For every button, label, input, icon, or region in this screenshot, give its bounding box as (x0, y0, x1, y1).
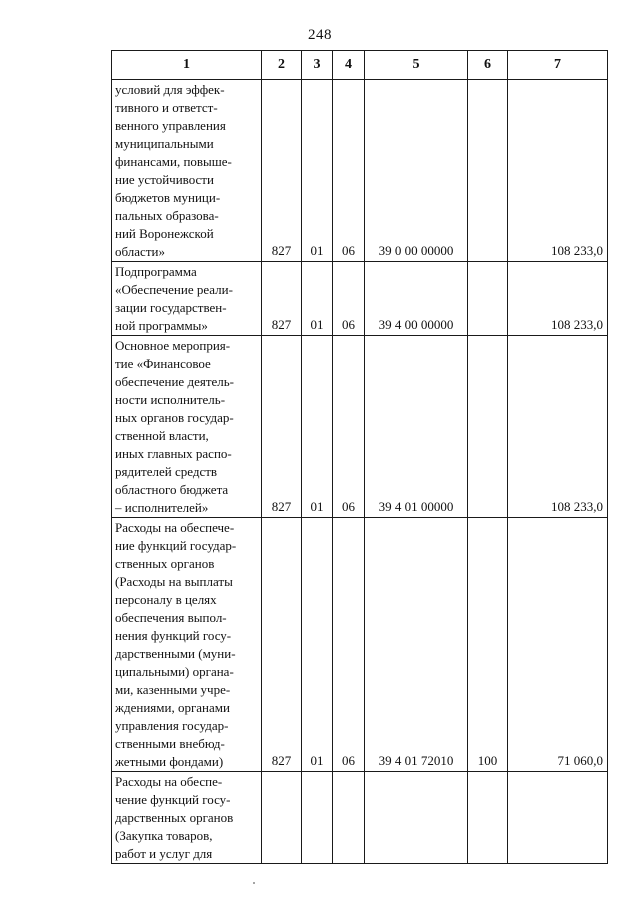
item-name-line: тивного и ответст- (115, 100, 218, 115)
section-code-cell: 01 (302, 336, 333, 518)
amount-cell: 108 233,0 (508, 80, 608, 262)
item-name-line: ний Воронежской (115, 226, 214, 241)
item-name-line: работ и услуг для (115, 846, 213, 861)
amount-cell: 71 060,0 (508, 518, 608, 772)
item-name-line: условий для эффек- (115, 82, 225, 97)
amount-cell: 108 233,0 (508, 262, 608, 336)
table-row (112, 262, 608, 336)
item-name-line: персоналу в целях (115, 592, 217, 607)
item-name-line: ственной власти, (115, 428, 209, 443)
expense-type-cell (468, 80, 508, 262)
item-name-line: жетными фондами) (115, 754, 224, 769)
item-name-line: иных главных распо- (115, 446, 232, 461)
header-col-6: 6 (468, 51, 508, 80)
grbs-code-cell: 827 (262, 262, 302, 336)
grbs-code-cell: 827 (262, 336, 302, 518)
item-name-line: ми, казенными учре- (115, 682, 231, 697)
item-name-line: бюджетов муници- (115, 190, 221, 205)
amount-cell (508, 772, 608, 864)
target-article-cell: 39 4 00 00000 (365, 262, 468, 336)
table-row (112, 80, 608, 262)
header-col-7: 7 (508, 51, 608, 80)
expense-type-cell (468, 336, 508, 518)
item-name-line: обеспечение деятель- (115, 374, 235, 389)
item-name-line: ние функций государ- (115, 538, 237, 553)
item-name-line: нения функций госу- (115, 628, 232, 643)
expense-type-cell: 100 (468, 518, 508, 772)
item-name-line: Подпрограмма (115, 264, 197, 279)
expense-type-cell (468, 262, 508, 336)
item-name-line: ных органов государ- (115, 410, 234, 425)
item-name-cell (112, 336, 262, 518)
item-name-line: ности исполнитель- (115, 392, 226, 407)
header-col-4: 4 (333, 51, 365, 80)
item-name-line: дарственными (муни- (115, 646, 236, 661)
header-col-1: 1 (112, 51, 262, 80)
item-name-line: финансами, повыше- (115, 154, 232, 169)
table-row (112, 518, 608, 772)
section-code-cell: 01 (302, 80, 333, 262)
item-name-line: Расходы на обеспе- (115, 774, 223, 789)
target-article-cell (365, 772, 468, 864)
item-name-line: обеспечения выпол- (115, 610, 227, 625)
expense-type-cell (468, 772, 508, 864)
amount-cell: 108 233,0 (508, 336, 608, 518)
item-name-line: (Расходы на выплаты (115, 574, 233, 589)
item-name-line: области» (115, 244, 165, 259)
section-code-cell: 01 (302, 262, 333, 336)
item-name-cell (112, 262, 262, 336)
item-name-cell (112, 518, 262, 772)
item-name-line: рядителей средств (115, 464, 218, 479)
page-number: 248 (308, 27, 332, 43)
item-name-line: тие «Финансовое (115, 356, 211, 371)
target-article-cell: 39 4 01 72010 (365, 518, 468, 772)
header-col-5: 5 (365, 51, 468, 80)
item-name-line: (Закупка товаров, (115, 828, 213, 843)
table-row (112, 772, 608, 864)
target-article-cell: 39 4 01 00000 (365, 336, 468, 518)
budget-table (111, 50, 608, 864)
item-name-cell (112, 80, 262, 262)
item-name-line: ственными внебюд- (115, 736, 225, 751)
item-name-line: ние устойчивости (115, 172, 214, 187)
item-name-line: венного управления (115, 118, 226, 133)
item-name-line: «Обеспечение реали- (115, 282, 233, 297)
grbs-code-cell (262, 772, 302, 864)
table-row (112, 336, 608, 518)
item-name-line: зации государствен- (115, 300, 227, 315)
item-name-line: ципальными) органа- (115, 664, 234, 679)
subsection-code-cell: 06 (333, 336, 365, 518)
item-name-line: ной программы» (115, 318, 208, 333)
section-code-cell: 01 (302, 518, 333, 772)
header-col-3: 3 (302, 51, 333, 80)
item-name-line: Основное мероприя- (115, 338, 231, 353)
item-name-line: – исполнителей» (115, 500, 209, 515)
subsection-code-cell (333, 772, 365, 864)
item-name-line: чение функций госу- (115, 792, 231, 807)
item-name-line: ждениями, органами (115, 700, 230, 715)
table-body (112, 80, 608, 864)
grbs-code-cell: 827 (262, 80, 302, 262)
header-row (112, 51, 608, 80)
subsection-code-cell: 06 (333, 80, 365, 262)
item-name-line: управления государ- (115, 718, 229, 733)
item-name-line: Расходы на обеспече- (115, 520, 235, 535)
scan-speck (253, 882, 255, 884)
header-col-2: 2 (262, 51, 302, 80)
subsection-code-cell: 06 (333, 262, 365, 336)
item-name-line: дарственных органов (115, 810, 234, 825)
item-name-line: пальных образова- (115, 208, 219, 223)
item-name-line: областного бюджета (115, 482, 229, 497)
item-name-cell (112, 772, 262, 864)
item-name-line: муниципальными (115, 136, 214, 151)
section-code-cell (302, 772, 333, 864)
grbs-code-cell: 827 (262, 518, 302, 772)
item-name-line: ственных органов (115, 556, 215, 571)
subsection-code-cell: 06 (333, 518, 365, 772)
target-article-cell: 39 0 00 00000 (365, 80, 468, 262)
